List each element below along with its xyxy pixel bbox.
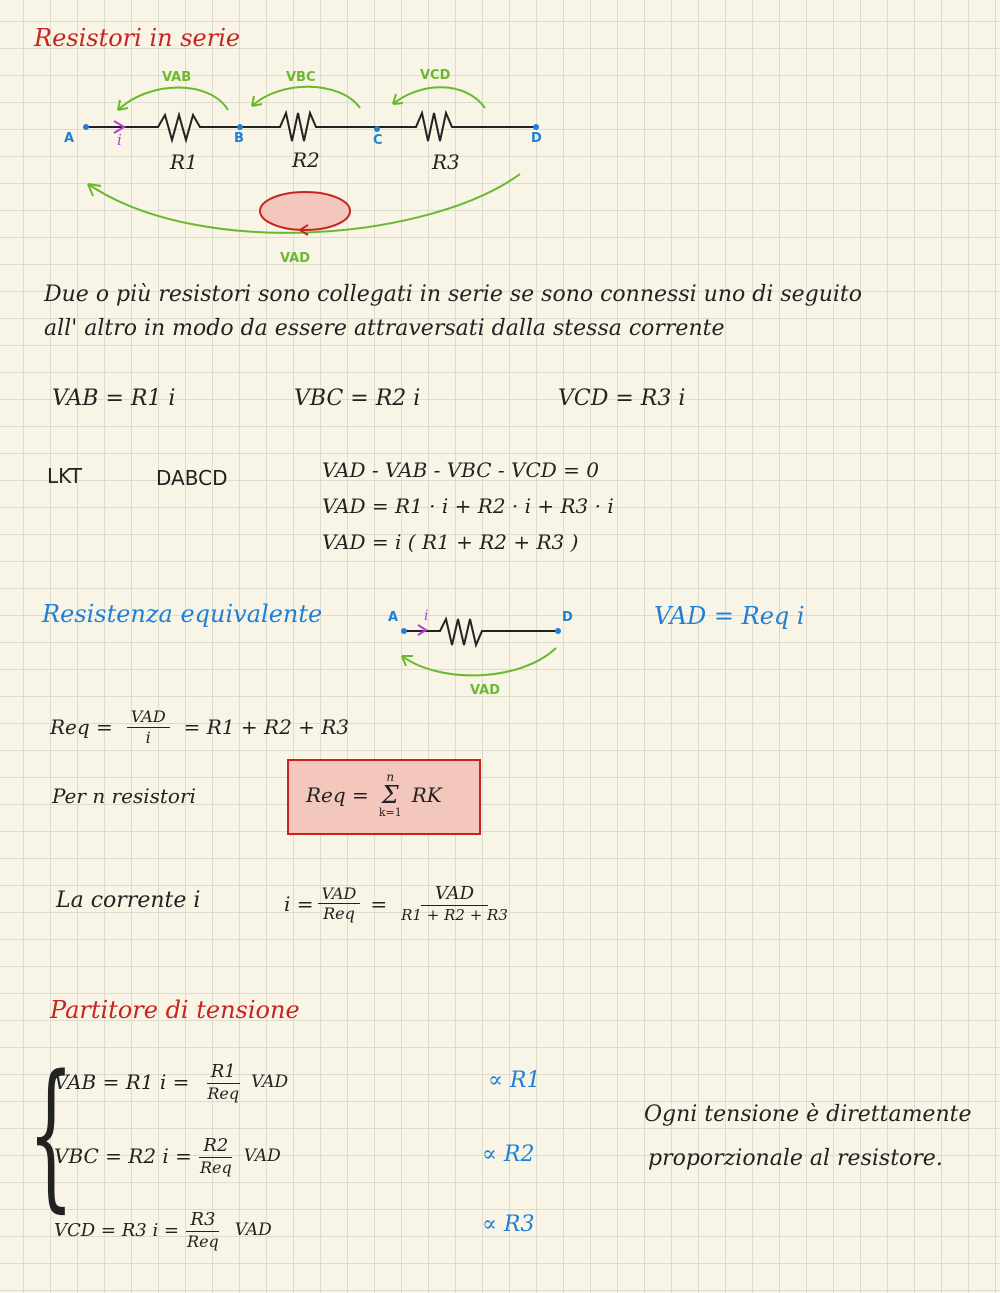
sum-top: n xyxy=(386,770,395,784)
sum-bottom: k=1 xyxy=(378,806,402,819)
divider-row-3-den: Req xyxy=(187,1231,219,1251)
eq-vab: VAB = R1 i xyxy=(52,386,176,411)
eq-vcd: VCD = R3 i xyxy=(558,386,686,411)
resistor-r2-label: R2 xyxy=(292,148,320,172)
divider-row-2-left: VBC = R2 i = xyxy=(54,1144,192,1169)
corrente-label: La corrente i xyxy=(56,888,201,913)
sigma-icon: Σ xyxy=(381,781,399,809)
description-line-1: Due o più resistori sono collegati in serie se sono connessi uno di seguito xyxy=(44,282,863,307)
eq-current-label: i xyxy=(424,608,429,624)
lkt-label: LKT xyxy=(47,464,82,488)
req-formula xyxy=(50,708,349,746)
section-title-resistori-serie: Resistori in serie xyxy=(34,24,241,52)
req-fraction-num: VAD xyxy=(127,708,170,728)
per-n-resistori-label: Per n resistori xyxy=(52,784,196,808)
divider-row-2-right: VAD xyxy=(243,1146,281,1167)
divider-row-1-fraction xyxy=(203,1062,243,1102)
divider-row-2-fraction xyxy=(196,1136,236,1176)
req-sum-right: RK xyxy=(411,782,442,807)
divider-row-2-den: Req xyxy=(199,1157,232,1177)
eq-vbc: VBC = R2 i xyxy=(294,386,421,411)
current-formula-left: i = xyxy=(284,891,314,916)
current-fraction-2-den: R1 + R2 + R3 xyxy=(401,905,508,924)
divider-row-1-right: VAD xyxy=(251,1072,289,1093)
node-c-label: C xyxy=(373,133,383,148)
proportional-r3: ∝ R3 xyxy=(482,1212,535,1237)
note-line-1: Ogni tensione è direttamente xyxy=(644,1102,972,1127)
divider-row-1-left: VAB = R1 i = xyxy=(54,1070,190,1095)
section-title-partitore-tensione: Partitore di tensione xyxy=(50,996,300,1024)
node-a-label: A xyxy=(64,131,75,146)
divider-row-3-right: VAD xyxy=(234,1220,272,1241)
req-fraction xyxy=(127,708,170,746)
current-formula-eq: = xyxy=(370,891,388,916)
vbc-arc-label: VBC xyxy=(286,70,316,85)
req-formula-right: = R1 + R2 + R3 xyxy=(183,715,350,740)
divider-row-2 xyxy=(54,1136,281,1176)
req-fraction-den: i xyxy=(145,727,151,747)
vab-arc-label: VAB xyxy=(162,70,192,85)
current-fraction-2 xyxy=(397,884,512,923)
divider-row-1 xyxy=(54,1062,288,1102)
resistor-r1-label: R1 xyxy=(170,150,198,174)
sum-operator xyxy=(379,771,402,818)
eq-node-d-label: D xyxy=(562,610,573,625)
divider-row-1-den: Req xyxy=(207,1083,240,1103)
divider-row-2-num: R2 xyxy=(199,1136,232,1158)
req-sum-formula xyxy=(306,771,442,818)
current-formula xyxy=(284,884,516,923)
eq-node-a-label: A xyxy=(388,610,399,625)
current-fraction-1-den: Req xyxy=(323,904,355,924)
req-formula-left: Req = xyxy=(50,715,113,740)
current-fraction-1 xyxy=(318,885,361,923)
current-label: i xyxy=(117,131,122,149)
proportional-r2: ∝ R2 xyxy=(482,1142,535,1167)
resistor-r3-label: R3 xyxy=(432,150,460,174)
section-title-resistenza-equivalente: Resistenza equivalente xyxy=(42,600,323,628)
node-b-label: B xyxy=(234,131,244,146)
system-brace: { xyxy=(28,1040,74,1227)
lkt-eq-1: VAD - VAB - VBC - VCD = 0 xyxy=(322,458,600,482)
lkt-eq-2: VAD = R1 · i + R2 · i + R3 · i xyxy=(322,494,614,518)
divider-row-3-left: VCD = R3 i = xyxy=(54,1219,180,1241)
description-line-2: all' altro in modo da essere attraversati dalla stessa corrente xyxy=(44,316,725,341)
lkt-path: DABCD xyxy=(156,466,228,490)
divider-row-3 xyxy=(54,1210,272,1250)
note-line-2: proporzionale al resistore. xyxy=(648,1146,943,1171)
node-d-label: D xyxy=(531,131,542,146)
current-fraction-2-num: VAD xyxy=(421,884,488,906)
lkt-eq-3: VAD = i ( R1 + R2 + R3 ) xyxy=(322,530,579,554)
vad-arc-label: VAD xyxy=(280,251,311,266)
divider-row-3-fraction xyxy=(183,1210,223,1250)
req-sum-left: Req = xyxy=(306,782,369,807)
proportional-r1: ∝ R1 xyxy=(488,1068,541,1093)
divider-row-3-num: R3 xyxy=(186,1210,219,1232)
vcd-arc-label: VCD xyxy=(420,68,451,83)
divider-row-1-num: R1 xyxy=(207,1062,240,1084)
eq-vad-req-i: VAD = Req i xyxy=(654,602,805,630)
eq-vad-label: VAD xyxy=(470,683,501,698)
current-fraction-1-num: VAD xyxy=(318,885,361,905)
